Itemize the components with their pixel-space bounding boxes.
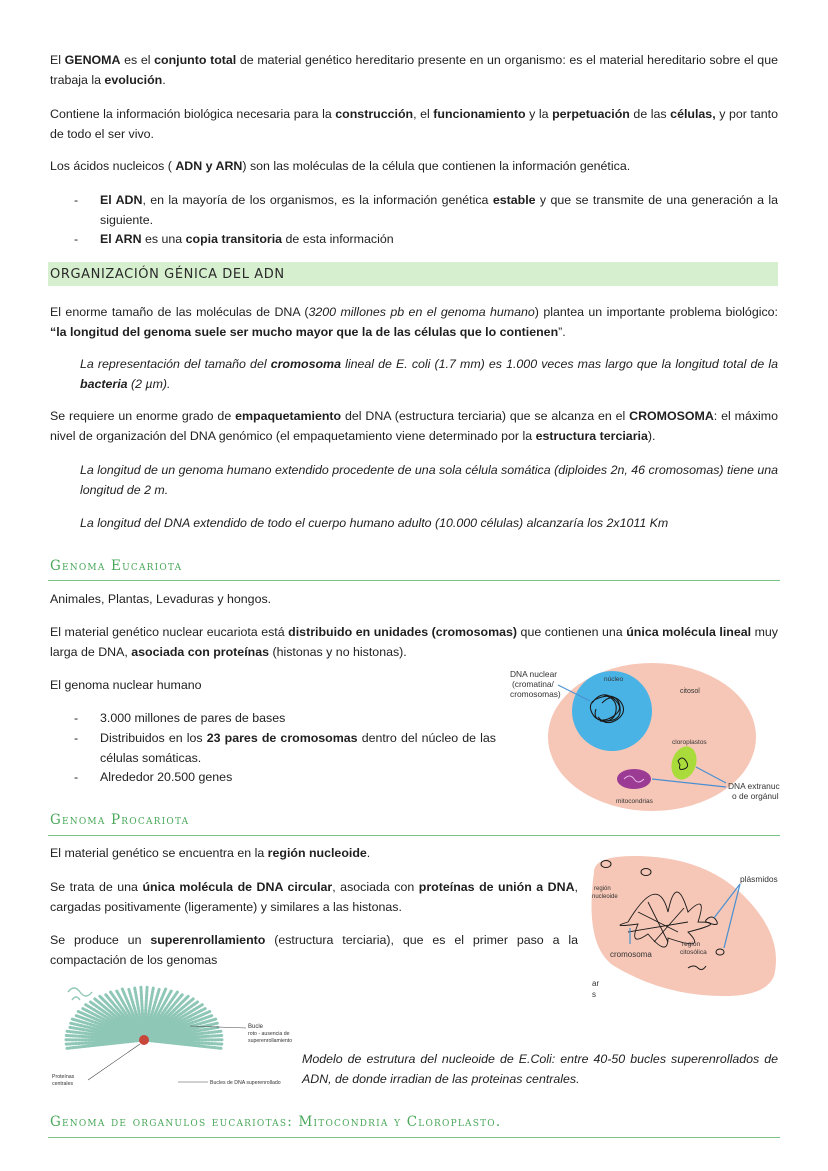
heading-genoma-eucariota: Genoma Eucariota	[50, 558, 183, 574]
label-cloroplastos: cloroplastos	[672, 739, 707, 746]
procariota-paragraph-1: El material genético se encuentra en la región nucleoide.	[50, 846, 371, 860]
bullet-dash: -	[74, 193, 79, 207]
label-region-nucleoide: región	[594, 886, 611, 892]
eukaryotic-cell-figure	[500, 655, 790, 815]
organizacion-paragraph-1: El enorme tamaño de las moléculas de DNA (3200 millones pb en el genoma humano) plantea un importante problema biológico: “la longitud del genoma suele ser mucho mayor que la de las células que lo contienen”.	[50, 305, 778, 339]
prokaryotic-cell-figure	[588, 852, 788, 1002]
label-bucle: Bucle	[248, 1024, 264, 1030]
label-region-nucleoide: nucleoide	[592, 894, 618, 900]
bullet-dash: -	[74, 731, 79, 745]
nucleus	[572, 671, 652, 751]
divider	[48, 580, 780, 581]
central-proteins	[139, 1035, 149, 1045]
bullet-dash: -	[74, 232, 79, 246]
bullet-dash: -	[74, 711, 79, 725]
organizacion-paragraph-2: Se requiere un enorme grado de empaquetamiento del DNA (estructura terciaria) que se alcanza en el CROMOSOMA: el máximo nivel de organización del DNA genómico (el empaquetamiento viene determinado por la estructura terciaria).	[50, 409, 778, 443]
label-region-citosolica: citosólica	[680, 949, 707, 956]
label-region-citosolica: región	[682, 941, 701, 948]
label-bucle: roto - ausencia de	[248, 1031, 290, 1037]
nucleoid-model-figure	[52, 978, 298, 1096]
label-plasmidos: plásmidos	[740, 874, 778, 884]
label-nucleo: núcleo	[604, 676, 624, 683]
list-item	[74, 728, 496, 768]
label-mitocondrias: mitocondrias	[616, 798, 653, 805]
heading-genoma-organulos: Genoma de organulos eucariotas: Mitocondria y Cloroplasto.	[50, 1114, 502, 1130]
list-item	[74, 708, 496, 728]
divider	[48, 1137, 780, 1138]
bullet-text: El ARN es una copia transitoria de esta información	[100, 232, 394, 246]
label-proteinas-centrales: centrales	[52, 1081, 74, 1087]
list-item	[74, 229, 778, 249]
label-proteinas-centrales: Proteínas	[52, 1074, 75, 1080]
organizacion-quote-3: La longitud del DNA extendido de todo el cuerpo humano adulto (10.000 células) alcanzaría los 2x1011 Km	[80, 516, 669, 530]
intro-paragraph-1: El GENOMA es el conjunto total de material genético hereditario presente en un organismo: es el material hereditario sobre el que trabaja la evolución.	[50, 53, 778, 87]
bullet-dash: -	[74, 770, 79, 784]
label-dna-nuclear: DNA nuclear	[510, 669, 558, 679]
organizacion-quote-1: La representación del tamaño del cromosoma lineal de E. coli (1.7 mm) es 1.000 veces mas largo que la longitud total de la bacteria (2 µm).	[80, 357, 778, 391]
eucariota-paragraph-3: El genoma nuclear humano	[50, 678, 202, 692]
intro-paragraph-2: Contiene la información biológica necesaria para la construcción, el funcionamiento y la perpetuación de las células, y por tanto de todo el ser vivo.	[50, 107, 778, 141]
list-item	[74, 190, 778, 230]
intro-paragraph-3: Los ácidos nucleicos ( ADN y ARN) son las moléculas de la célula que contienen la información genética.	[50, 159, 631, 173]
label-cut-text: ar	[592, 979, 600, 988]
list-item	[74, 767, 496, 787]
procariota-paragraph-2: Se trata de una única molécula de DNA circular, asociada con proteínas de unión a DNA, cargadas positivamente (ligeramente) y similares a las histonas.	[50, 880, 578, 914]
nucleoid-model-caption: Modelo de estrutura del nucleoide de E.Coli: entre 40-50 bucles superenrollados de ADN, de donde irradian de las proteinas centrales.	[302, 1052, 778, 1086]
bullet-text: Distribuidos en los 23 pares de cromosomas dentro del núcleo de las células somáticas.	[100, 731, 497, 765]
supercoil-icon	[68, 988, 92, 1000]
heading-genoma-procariota: Genoma Procariota	[50, 812, 190, 828]
section-title: ORGANIZACIÓN GÉNICA DEL ADN	[50, 267, 285, 282]
divider	[48, 835, 780, 836]
label-bucles-dna: Bucles de DNA superenrollado	[210, 1080, 281, 1086]
label-dna-extranuclear: o de orgánul	[732, 791, 779, 801]
label-citosol: citosol	[680, 688, 700, 695]
label-cut-text: s	[592, 990, 596, 999]
label-dna-nuclear: (cromatina/	[512, 679, 554, 689]
bullet-text: Alrededor 20.500 genes	[100, 770, 233, 784]
label-dna-nuclear: cromosomas)	[510, 689, 561, 699]
section-header-organizacion	[48, 262, 778, 286]
eucariota-paragraph-2: El material genético nuclear eucariota está distribuido en unidades (cromosomas) que contienen una única molécula lineal muy larga de DNA, asociada con proteínas (histonas y no histonas).	[50, 625, 779, 659]
cell-body	[548, 663, 756, 811]
bullet-text: 3.000 millones de pares de bases	[100, 711, 286, 725]
eucariota-paragraph-1: Animales, Plantas, Levaduras y hongos.	[50, 592, 272, 606]
bullet-text: El ADN, en la mayoría de los organismos, es la información genética estable y que se transmite de una generación a la siguiente.	[100, 193, 779, 227]
procariota-paragraph-3: Se produce un superenrollamiento (estructura terciaria), que es el primer paso a la compactación de los genomas	[50, 933, 578, 967]
label-line	[88, 1044, 140, 1080]
organizacion-quote-2: La longitud de un genoma humano extendido procedente de una sola célula somática (diploides 2n, 46 cromosomas) tiene una longitud de 2 m.	[80, 463, 778, 497]
label-dna-extranuclear: DNA extranuc	[728, 781, 780, 791]
label-bucle: superenrollamiento	[248, 1038, 293, 1044]
label-cromosoma: cromosoma	[610, 950, 652, 959]
